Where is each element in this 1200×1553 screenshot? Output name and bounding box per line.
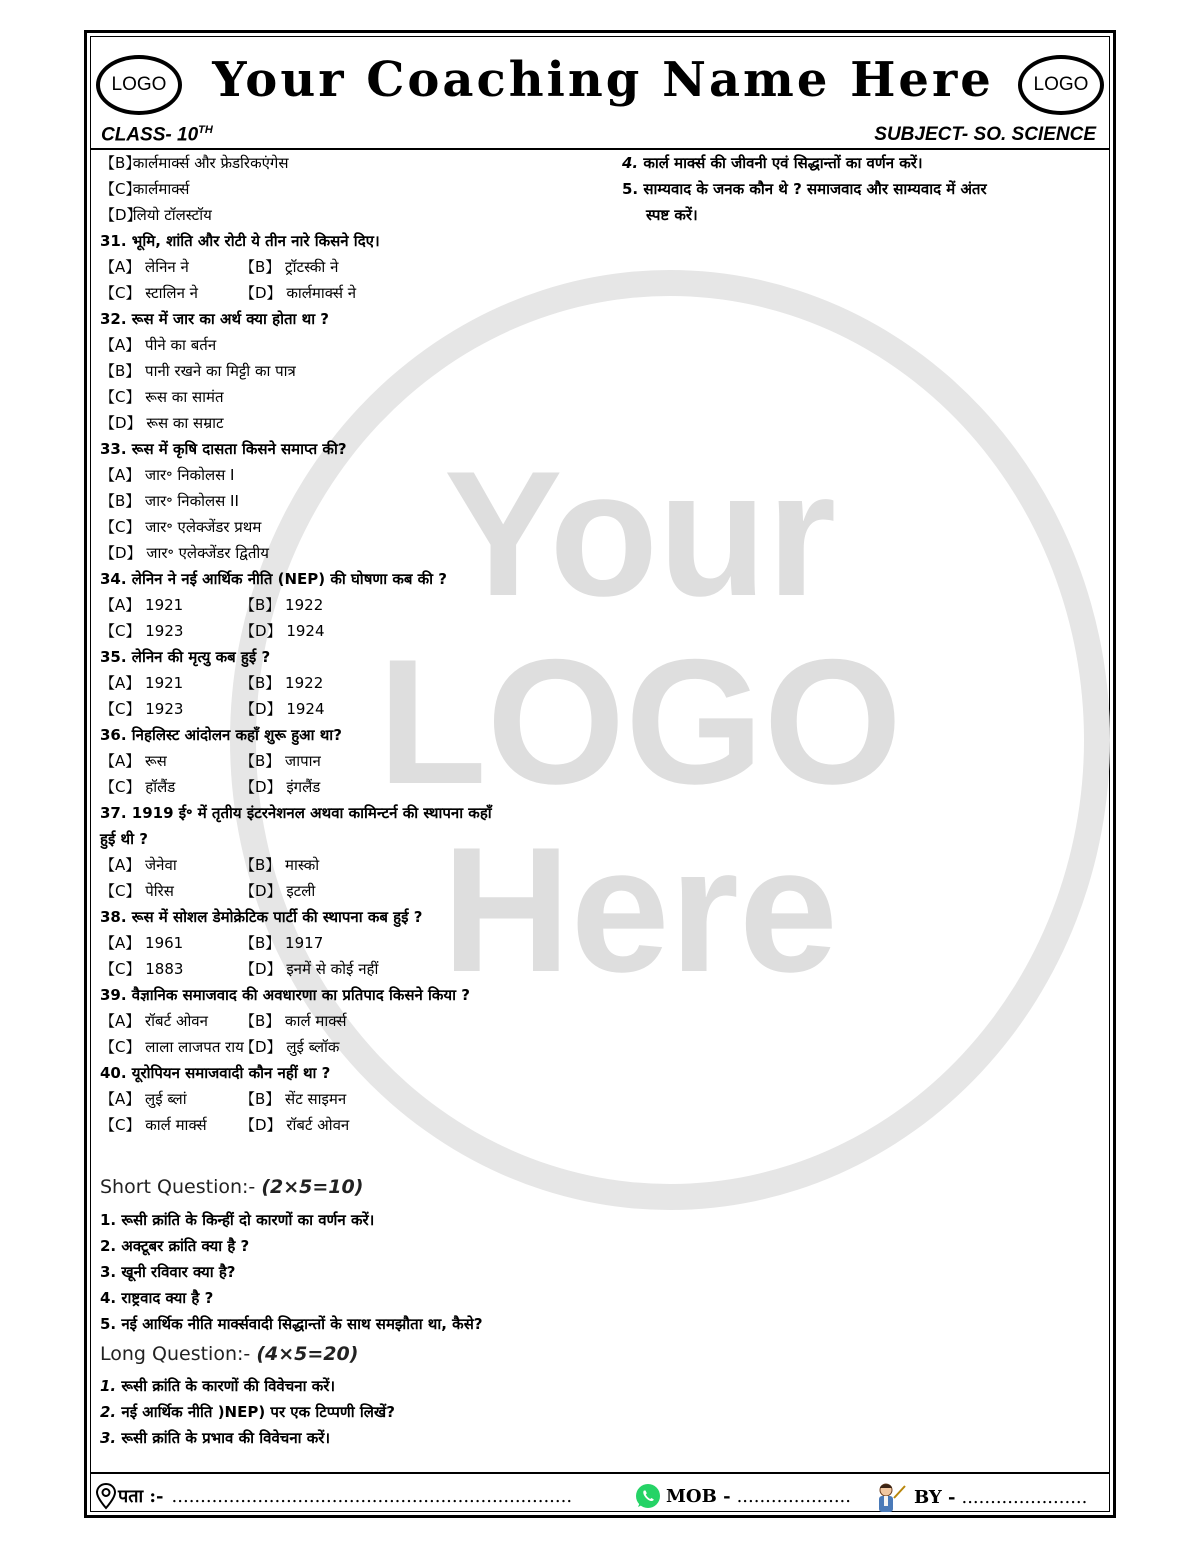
option: 【C】 1923: [100, 622, 184, 640]
class-label-sup: TH: [198, 124, 213, 136]
option: 【D】 इनमें से कोई नहीं: [240, 960, 379, 978]
logo-left: LOGO: [96, 55, 182, 115]
options-row: [100, 1034, 620, 1060]
question-text: साम्यवाद के जनक कौन थे ? समाजवाद और साम्यवाद में अंतर: [643, 180, 987, 198]
short-question-heading: [100, 1176, 363, 1198]
option: 【A】 लुई ब्लां: [100, 1090, 187, 1108]
mobile-field: [634, 1482, 851, 1510]
short-question: 5. नई आर्थिक नीति मार्क्सवादी सिद्धान्तों के साथ समझौता था, कैसे?: [100, 1315, 483, 1333]
question-text: रूसी क्रांति के कारणों की विवेचना करें।: [121, 1377, 336, 1395]
long-question-heading: [100, 1343, 358, 1365]
option: 【B】 1917: [240, 934, 324, 952]
long-question-5-cont: स्पष्ट करें।: [646, 206, 698, 224]
option: 【C】 कार्ल मार्क्स: [100, 1116, 207, 1134]
options-row: [100, 930, 620, 956]
option-line: [100, 202, 620, 228]
short-question: 2. अक्टूबर क्रांति क्या है ?: [100, 1237, 250, 1255]
option-text: कार्लमार्क्स: [132, 180, 190, 198]
question-37: 37. 1919 ई॰ में तृतीय इंटरनेशनल अथवा कामिन्टर्न की स्थापना कहाँ: [100, 804, 492, 822]
question-39: 39. वैज्ञानिक समाजवाद की अवधारणा का प्रतिपाद किसने किया ?: [100, 986, 470, 1004]
question-32: 32. रूस में जार का अर्थ क्या होता था ?: [100, 310, 330, 328]
question-38: 38. रूस में सोशल डेमोक्रेटिक पार्टी की स्थापना कब हुई ?: [100, 908, 423, 926]
option-line: [100, 150, 620, 176]
question-36: 36. निहलिस्ट आंदोलन कहाँ शुरू हुआ था?: [100, 726, 342, 744]
option: 【D】 लुई ब्लॉक: [240, 1038, 340, 1056]
option: 【D】 इंगलैंड: [240, 778, 321, 796]
right-column: [622, 150, 1072, 228]
option: 【D】 रॉबर्ट ओवन: [240, 1116, 350, 1134]
question-number: 5.: [622, 180, 639, 198]
option-line: [100, 176, 620, 202]
option: 【A】 रॉबर्ट ओवन: [100, 1012, 208, 1030]
option: 【C】 रूस का सामंत: [100, 388, 224, 406]
options-row: [100, 618, 620, 644]
option: 【D】 1924: [240, 622, 325, 640]
option: 【D】 इटली: [240, 882, 316, 900]
section-marks: (4×5=20): [256, 1343, 359, 1365]
mobile-blank: ....................: [736, 1485, 851, 1507]
left-column: [100, 150, 620, 1138]
footer-divider: [90, 1472, 1110, 1474]
option: 【B】 पानी रखने का मिट्टी का पात्र: [100, 362, 296, 380]
subject-label: SUBJECT- SO. SCIENCE: [874, 124, 1096, 145]
question-text: कार्ल मार्क्स की जीवनी एवं सिद्धान्तों का वर्णन करें।: [643, 154, 923, 172]
option: 【A】 पीने का बर्तन: [100, 336, 217, 354]
short-question: 3. खूनी रविवार क्या है?: [100, 1263, 236, 1281]
question-text: नई आर्थिक नीति )NEP) पर एक टिप्पणी लिखें?: [121, 1403, 395, 1421]
option: 【B】 ट्रॉटस्की ने: [240, 258, 339, 276]
option: 【B】 मास्को: [240, 856, 320, 874]
question-34: 34. लेनिन ने नई आर्थिक नीति (NEP) की घोषणा कब की ?: [100, 570, 447, 588]
options-row: [100, 956, 620, 982]
class-label-text: CLASS- 10: [101, 124, 199, 146]
short-question: 1. रूसी क्रांति के किन्हीं दो कारणों का वर्णन करें।: [100, 1211, 375, 1229]
question-number: 2.: [100, 1403, 117, 1421]
option: 【A】 1961: [100, 934, 184, 952]
option: 【A】 लेनिन ने: [100, 258, 189, 276]
option: 【D】 रूस का सम्राट: [100, 414, 224, 432]
question-number: 4.: [622, 154, 639, 172]
watermark-line: LOGO: [377, 622, 903, 821]
option: 【B】 कार्ल मार्क्स: [240, 1012, 347, 1030]
by-field: [872, 1482, 1087, 1512]
long-question-5: [622, 176, 1072, 202]
options-row: [100, 670, 620, 696]
question-40: 40. यूरोपियन समाजवादी कौन नहीं था ?: [100, 1064, 331, 1082]
option: 【D】 1924: [240, 700, 325, 718]
option: 【D】 कार्लमार्क्स ने: [240, 284, 357, 302]
watermark-line: Here: [442, 810, 838, 1009]
options-row: [100, 1086, 620, 1112]
options-row: [100, 748, 620, 774]
teacher-icon: [872, 1482, 908, 1512]
option-marker: 【B】: [100, 154, 141, 172]
options-row: [100, 774, 620, 800]
option: 【C】 1883: [100, 960, 184, 978]
long-question: [100, 1399, 700, 1425]
option: 【A】 1921: [100, 596, 184, 614]
section-title: Long Question:-: [100, 1343, 251, 1365]
question-35: 35. लेनिन की मृत्यु कब हुई ?: [100, 648, 271, 666]
by-label: BY -: [914, 1486, 956, 1508]
option: 【A】 जेनेवा: [100, 856, 177, 874]
by-blank: ......................: [961, 1486, 1088, 1508]
option: 【A】 1921: [100, 674, 184, 692]
options-row: [100, 280, 620, 306]
option: 【A】 रूस: [100, 752, 167, 770]
short-question: 4. राष्ट्रवाद क्या है ?: [100, 1289, 214, 1307]
option: 【B】 जार॰ निकोलस II: [100, 492, 239, 510]
options-row: [100, 878, 620, 904]
option-marker: 【D】: [100, 206, 142, 224]
location-pin-icon: [94, 1482, 118, 1510]
options-row: [100, 254, 620, 280]
question-37-cont: हुई थी ?: [100, 830, 148, 848]
question-33: 33. रूस में कृषि दासता किसने समाप्त की?: [100, 440, 347, 458]
logo-right: LOGO: [1018, 55, 1104, 115]
option: 【B】 सेंट साइमन: [240, 1090, 347, 1108]
option: 【C】 पेरिस: [100, 882, 174, 900]
option: 【C】 लाला लाजपत राय: [100, 1038, 244, 1056]
watermark-line: Your: [443, 434, 837, 633]
short-question-list: [100, 1207, 700, 1337]
question-text: रूसी क्रांति के प्रभाव की विवेचना करें।: [121, 1429, 331, 1447]
options-row: [100, 852, 620, 878]
options-row: [100, 1008, 620, 1034]
coaching-name: Your Coaching Name Here: [212, 52, 994, 108]
footer: [92, 1482, 1108, 1512]
option: 【A】 जार॰ निकोलस I: [100, 466, 235, 484]
option: 【B】 1922: [240, 596, 324, 614]
option: 【C】 जार॰ एलेक्जेंडर प्रथम: [100, 518, 262, 536]
question-31: 31. भूमि, शांति और रोटी ये तीन नारे किसने दिए।: [100, 232, 380, 250]
section-title: Short Question:-: [100, 1176, 256, 1198]
address-field: [94, 1482, 572, 1510]
option: 【C】 हॉलैंड: [100, 778, 176, 796]
option-text: कार्लमार्क्स और फ्रेडरिकएंगेस: [132, 154, 289, 172]
long-question-4: [622, 150, 1072, 176]
option-marker: 【C】: [100, 180, 141, 198]
class-label: [101, 124, 213, 146]
long-question-list: [100, 1373, 700, 1451]
section-marks: (2×5=10): [261, 1176, 364, 1198]
options-row: [100, 592, 620, 618]
option: 【D】 जार॰ एलेक्जेंडर द्वितीय: [100, 544, 269, 562]
options-row: [100, 1112, 620, 1138]
option: 【B】 1922: [240, 674, 324, 692]
options-row: [100, 696, 620, 722]
question-number: 3.: [100, 1429, 117, 1447]
address-blank: ......................................................................: [171, 1485, 573, 1507]
option: 【C】 स्टालिन ने: [100, 284, 198, 302]
long-question: [100, 1373, 700, 1399]
address-label: पता :-: [118, 1486, 164, 1507]
option-text: लियो टॉलस्टॉय: [132, 206, 212, 224]
option: 【B】 जापान: [240, 752, 321, 770]
option: 【C】 1923: [100, 700, 184, 718]
whatsapp-icon: [634, 1482, 662, 1510]
long-question: [100, 1425, 700, 1451]
question-number: 1.: [100, 1377, 117, 1395]
mobile-label: MOB -: [666, 1485, 731, 1507]
